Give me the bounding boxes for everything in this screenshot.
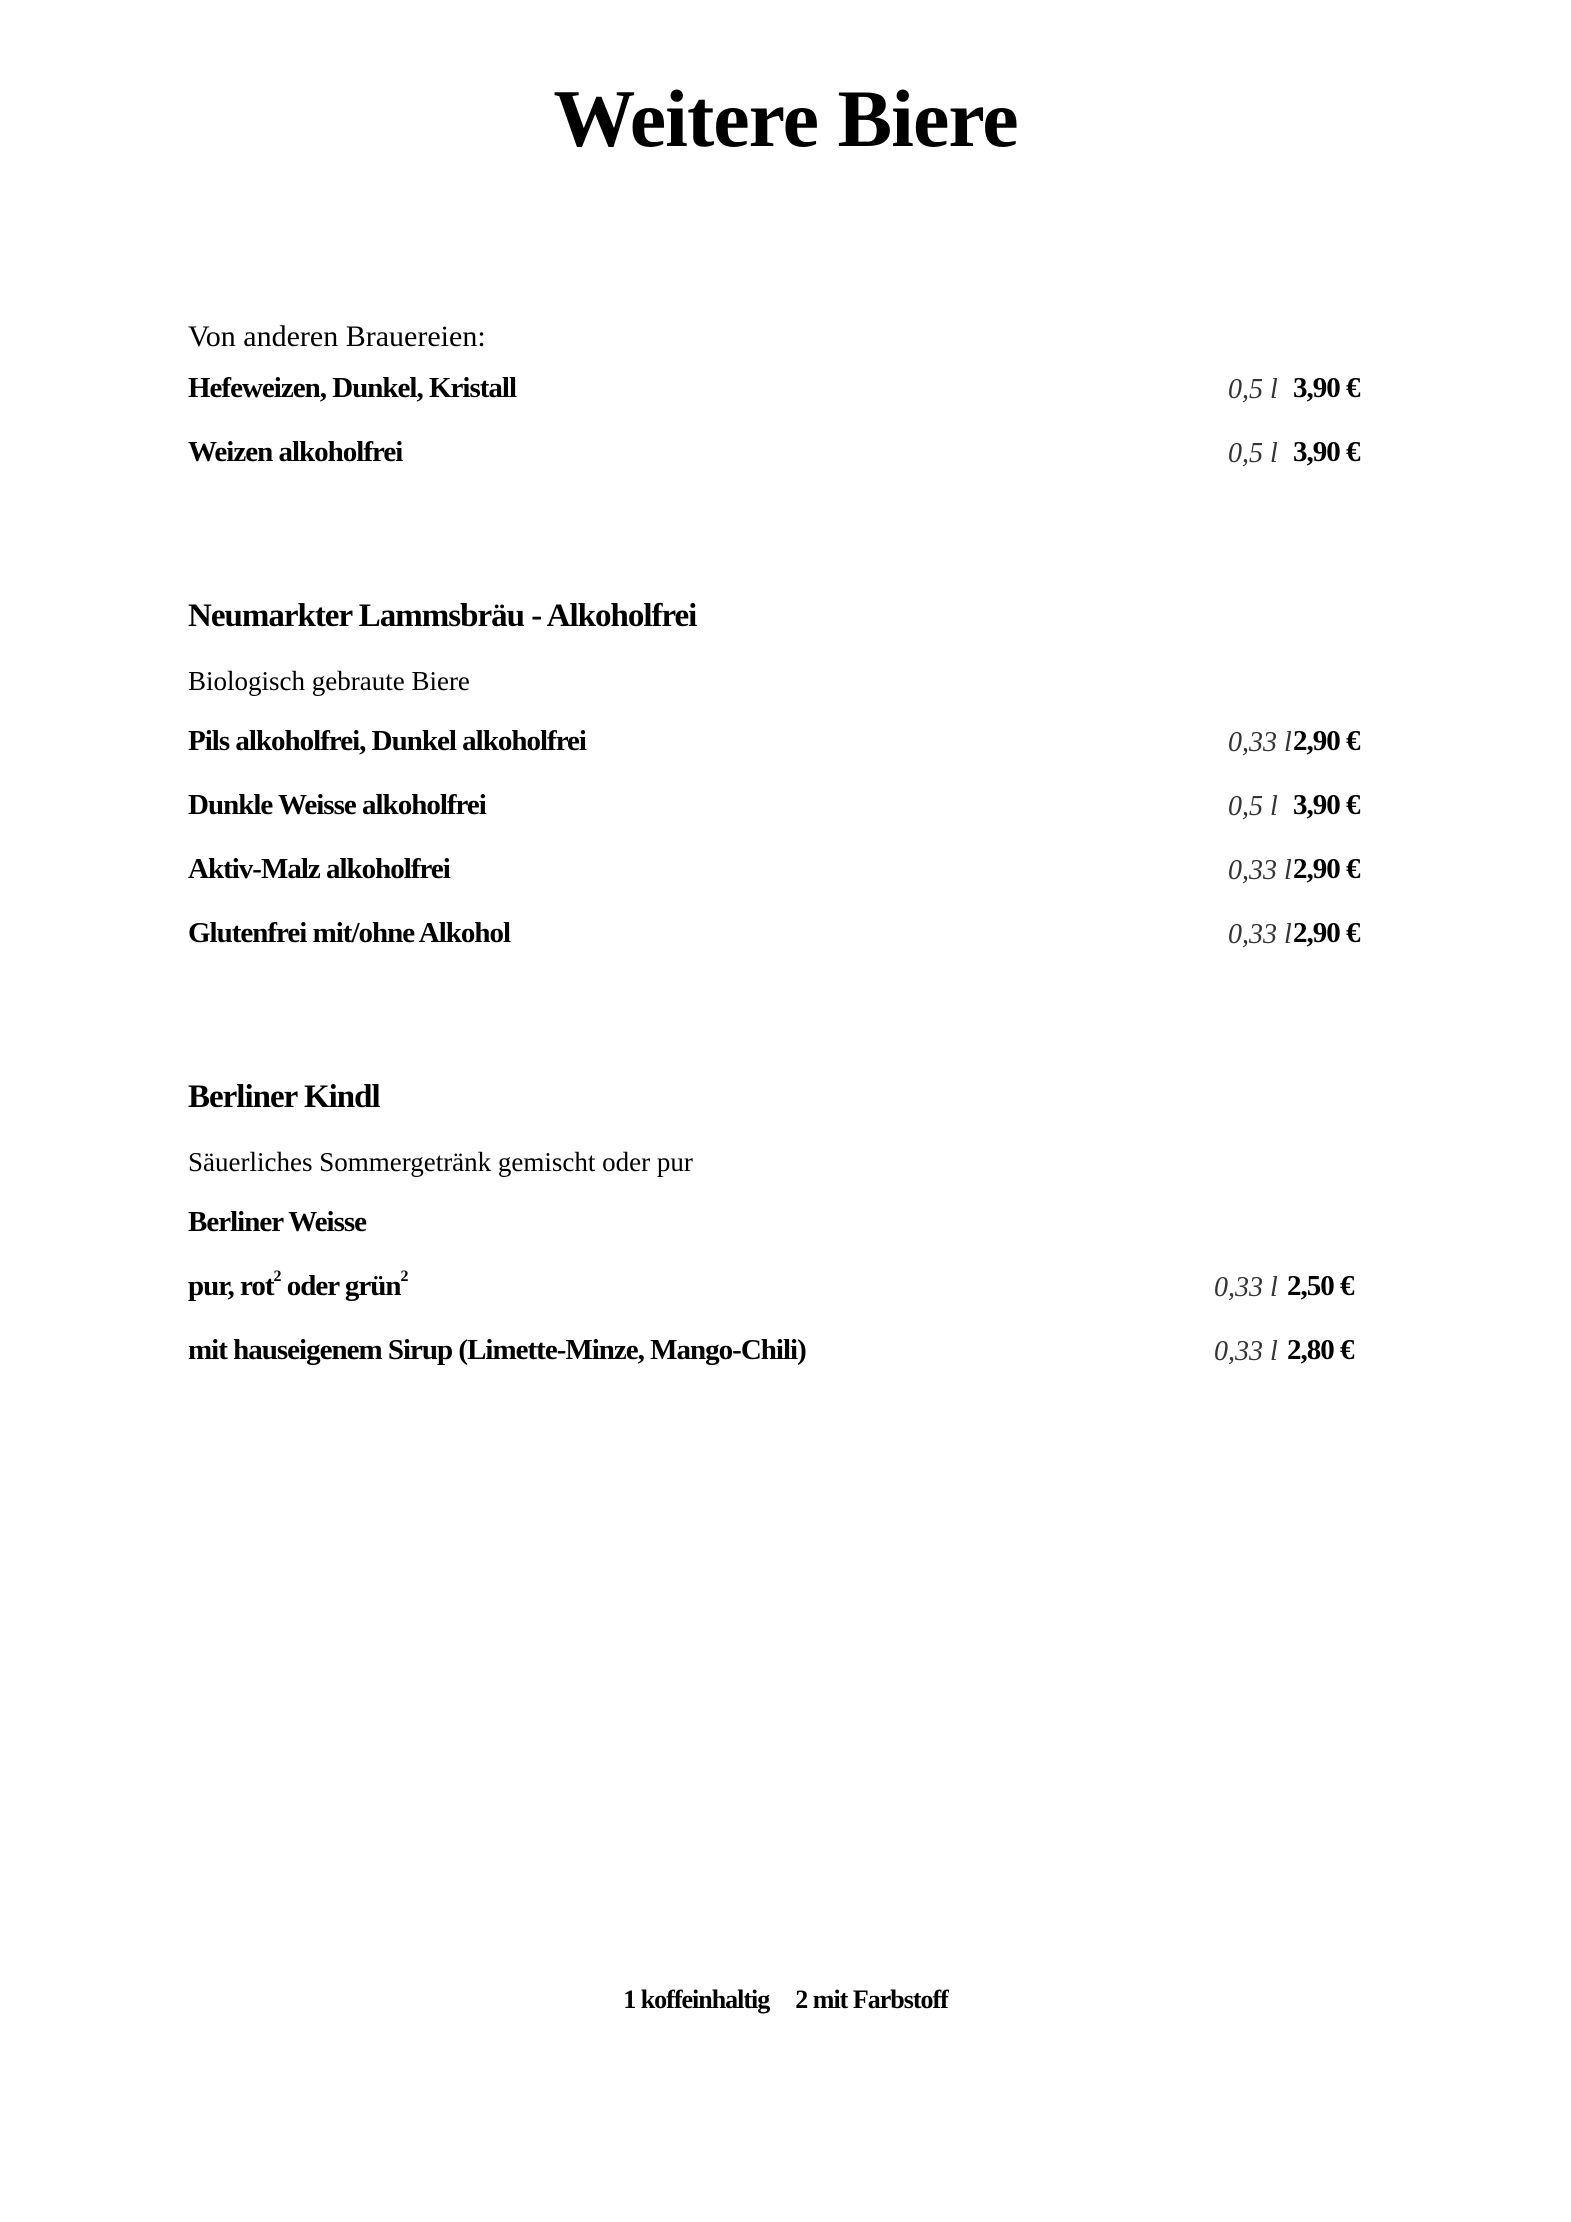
item-name: Hefeweizen, Dunkel, Kristall: [188, 372, 517, 404]
menu-item: [188, 374, 1403, 414]
item-volume: 0,33 l: [1214, 1336, 1278, 1367]
footnote-colorant: 2 mit Farbstoff: [795, 1985, 948, 2014]
item-price: 3,90 €: [1293, 436, 1360, 468]
item-name: mit hauseigenem Sirup (Limette-Minze, Mango-Chili): [188, 1334, 806, 1366]
item-volume: 0,5 l: [1228, 791, 1278, 822]
item-name: Aktiv-Malz alkoholfrei: [188, 853, 450, 885]
item-price: 2,80 €: [1287, 1334, 1354, 1366]
menu-item: [188, 1336, 1403, 1376]
section-heading: Berliner Kindl: [188, 1079, 380, 1115]
section-subheading: Säuerliches Sommergetränk gemischt oder pur: [188, 1147, 693, 1177]
menu-item: [188, 919, 1403, 959]
item-price: 2,50 €: [1287, 1270, 1354, 1302]
item-price: 3,90 €: [1293, 372, 1360, 404]
footnote-marker: 2: [273, 1268, 281, 1285]
menu-item: [188, 855, 1403, 895]
item-volume: 0,5 l: [1228, 438, 1278, 469]
menu-item: [188, 438, 1403, 478]
product-name: Berliner Weisse: [188, 1206, 367, 1238]
menu-item: [188, 727, 1403, 767]
item-volume: 0,33 l: [1228, 919, 1292, 950]
item-volume: 0,33 l: [1228, 727, 1292, 758]
item-name: Pils alkoholfrei, Dunkel alkoholfrei: [188, 725, 586, 757]
item-volume: 0,33 l: [1214, 1272, 1278, 1303]
menu-item: [188, 1268, 1403, 1312]
menu-item: [188, 1208, 1403, 1248]
menu-item: [188, 791, 1403, 831]
footnotes: [0, 1987, 1571, 2013]
page-title: Weitere Biere: [553, 73, 1018, 164]
footnote-marker: 2: [400, 1268, 408, 1285]
item-volume: 0,33 l: [1228, 855, 1292, 886]
item-price: 2,90 €: [1293, 725, 1360, 757]
item-price: 2,90 €: [1293, 853, 1360, 885]
section-intro: Von anderen Brauereien:: [188, 320, 486, 353]
item-name: pur, rot$^2$ oder grün$^2$: [188, 1268, 408, 1302]
section-subheading: Biologisch gebraute Biere: [188, 666, 470, 696]
item-price: 2,90 €: [1293, 917, 1360, 949]
item-name: Glutenfrei mit/ohne Alkohol: [188, 917, 511, 949]
item-name: Weizen alkoholfrei: [188, 436, 403, 468]
footnote-caffeine: 1 koffeinhaltig: [623, 1985, 770, 2014]
item-volume: 0,5 l: [1228, 374, 1278, 405]
item-name: Dunkle Weisse alkoholfrei: [188, 789, 486, 821]
item-price: 3,90 €: [1293, 789, 1360, 821]
section-heading: Neumarkter Lammsbräu - Alkoholfrei: [188, 598, 697, 634]
